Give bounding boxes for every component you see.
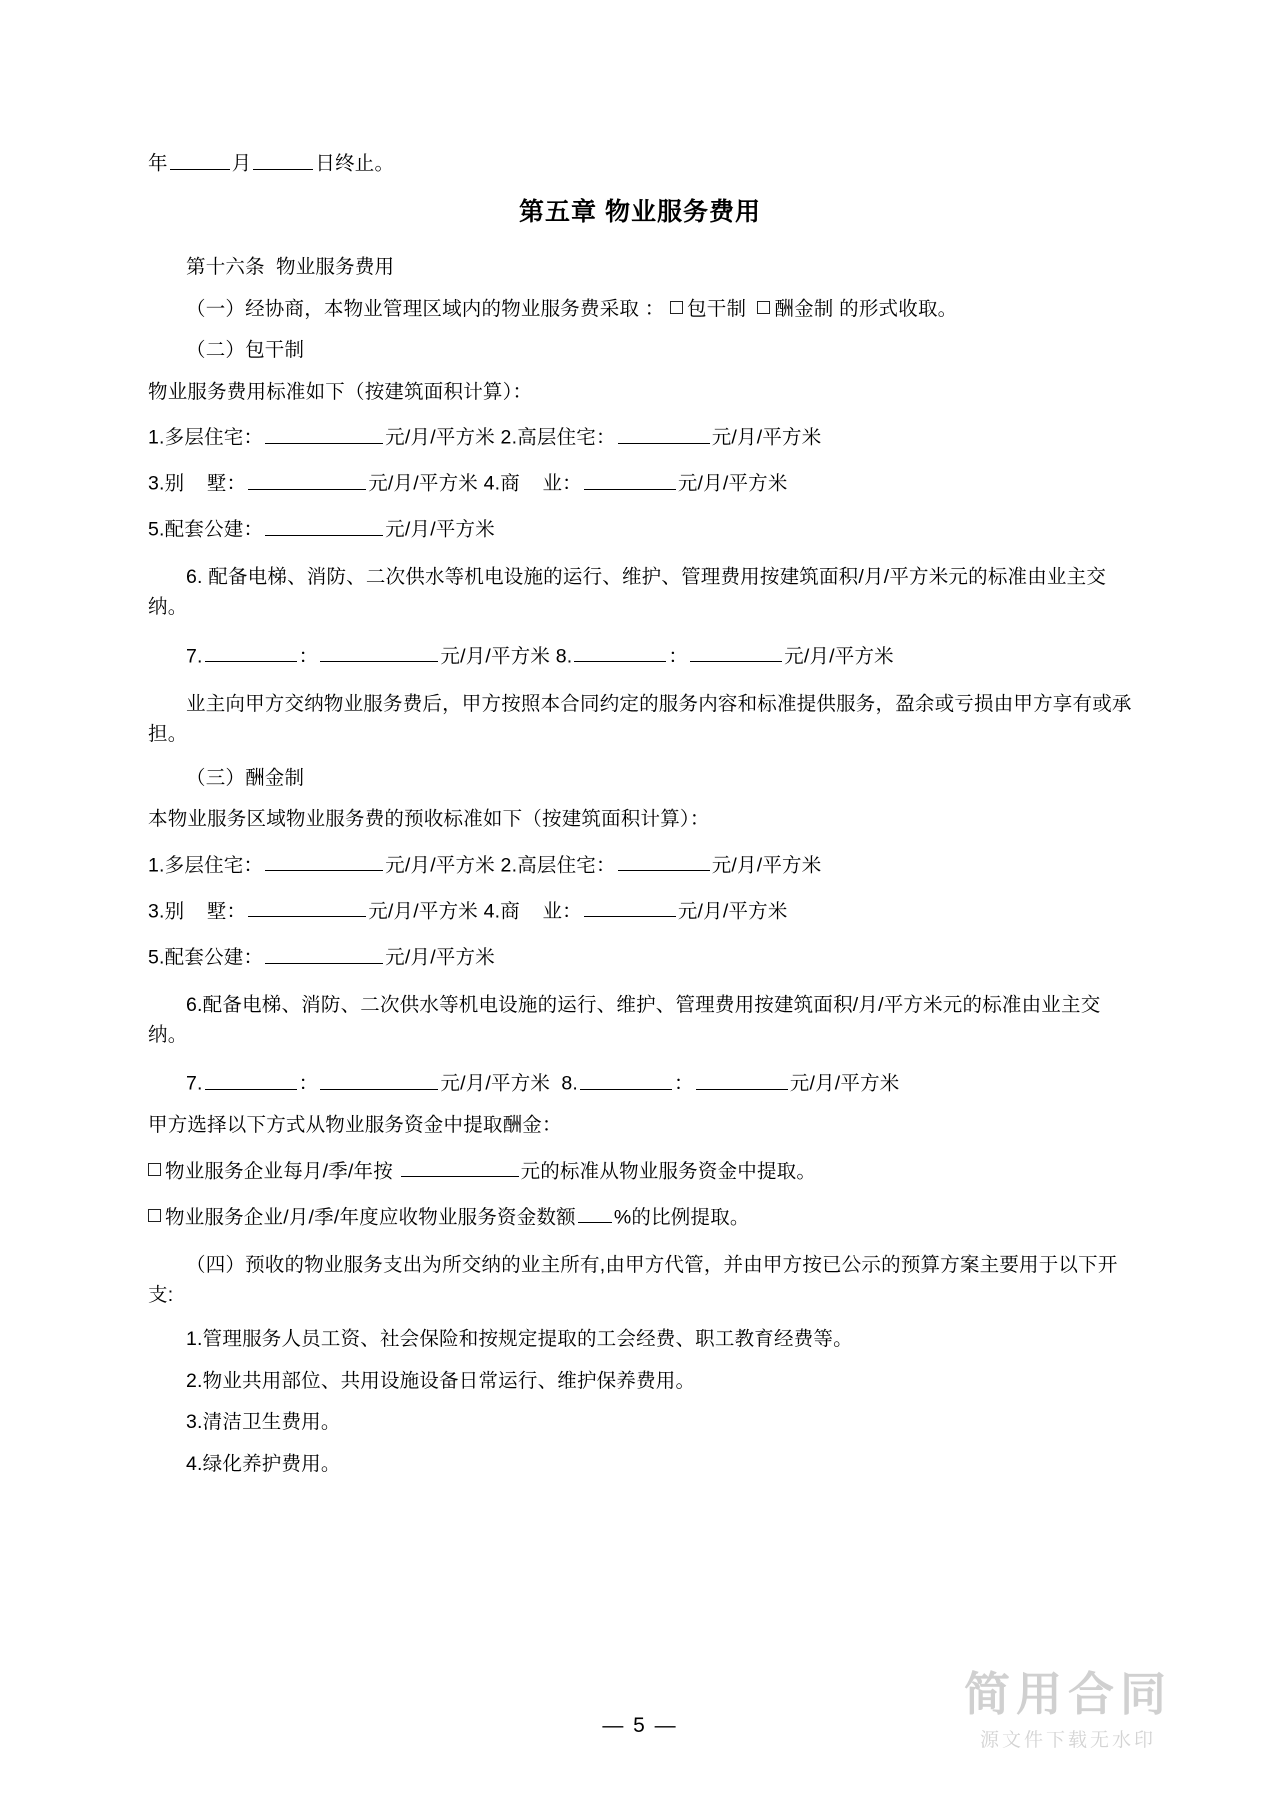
chapter-title: 第五章 物业服务费用 [519, 198, 761, 227]
choujin-item8-value-blank[interactable] [696, 1070, 788, 1090]
checkbox-choujin[interactable] [757, 301, 770, 314]
expense-item-3: 3.清洁卫生费用。 [186, 1411, 341, 1434]
choujin-option-2-post: %的比例提取。 [613, 1206, 750, 1229]
expense-item-2: 2.物业共用部位、共用设施设备日常运行、维护保养费用。 [186, 1369, 696, 1392]
item7-name-blank[interactable] [205, 643, 297, 663]
choujin-item4-unit: 元/月/平方米 [677, 900, 788, 923]
item8-unit: 元/月/平方米 [784, 645, 894, 668]
choujin-item7-unit: 元/月/平方米 [440, 1072, 551, 1095]
choujin-option-1 [148, 1158, 1132, 1182]
checkbox-choujin-option-1[interactable] [148, 1163, 161, 1176]
item2-blank[interactable] [618, 424, 710, 444]
baogan-item-3-4 [148, 470, 1132, 494]
item7-prefix: 7. [186, 645, 203, 668]
item8-value-blank[interactable] [690, 643, 782, 663]
clause-one-option-2: 酬金制 [774, 297, 834, 320]
item3-label: 3.别 墅： [148, 472, 247, 495]
choujin-item7-value-blank[interactable] [320, 1070, 438, 1090]
checkbox-baogan[interactable] [670, 301, 683, 314]
choujin-item3-unit: 元/月/平方米 [368, 900, 478, 923]
checkbox-choujin-option-2[interactable] [148, 1209, 161, 1222]
choujin-item7-name-blank[interactable] [205, 1070, 297, 1090]
choujin-item3-label: 3.别 墅： [148, 900, 247, 923]
choujin-item8-colon: ： [674, 1072, 694, 1095]
choujin-option-2-blank[interactable] [578, 1204, 612, 1224]
clause-one-prefix: （一）经协商，本物业管理区域内的物业服务费采取 ： [186, 297, 665, 320]
item4-blank[interactable] [584, 470, 676, 490]
choujin-select-intro: 甲方选择以下方式从物业服务资金中提取酬金： [148, 1114, 562, 1137]
baogan-item-1-2 [148, 424, 1132, 448]
choujin-item1-label: 1.多层住宅： [148, 854, 264, 877]
choujin-item4-label: 4.商 业： [483, 900, 582, 923]
choujin-item5-blank[interactable] [265, 944, 383, 964]
choujin-item1-unit: 元/月/平方米 [385, 854, 495, 877]
item8-prefix: 8. [555, 645, 573, 668]
choujin-item4-blank[interactable] [584, 898, 676, 918]
item1-label: 1.多层住宅： [148, 426, 264, 449]
expense-item-1: 1.管理服务人员工资、社会保险和按规定提取的工会经费、职工教育经费等。 [186, 1328, 853, 1351]
clause-one-suffix: 的形式收取。 [839, 297, 958, 320]
baogan-standard-intro: 物业服务费用标准如下（按建筑面积计算）： [148, 380, 533, 403]
choujin-option-1-blank[interactable] [401, 1158, 519, 1178]
choujin-option-2-pre: 物业服务企业/月/季/年度应收物业服务资金数额 [165, 1206, 576, 1229]
choujin-option-1-pre: 物业服务企业每月/季/年按 [165, 1160, 393, 1183]
choujin-item-3-4 [148, 898, 1132, 922]
top-line-mid2: 日终止。 [315, 152, 395, 175]
top-line-prefix: 年 [148, 152, 168, 175]
choujin-item1-blank[interactable] [265, 852, 383, 872]
item5-blank[interactable] [265, 516, 383, 536]
clause-two: （二）包干制 [186, 339, 305, 362]
item2-unit: 元/月/平方米 [711, 426, 822, 449]
continuation-line [148, 150, 1132, 174]
clause-one-option-1: 包干制 [687, 297, 747, 320]
choujin-item-7-8 [148, 1070, 1132, 1094]
choujin-item2-label: 2.高层住宅： [500, 854, 616, 877]
baogan-item-7-8 [148, 643, 1132, 667]
item2-label: 2.高层住宅： [500, 426, 616, 449]
clause-one [148, 297, 1132, 320]
item1-unit: 元/月/平方米 [385, 426, 495, 449]
choujin-item-6: 6.配备电梯、消防、二次供水等机电设施的运行、维护、管理费用按建筑面积/月/平方米元的标准由业主交纳。 [148, 994, 1101, 1047]
expense-item-4: 4.绿化养护费用。 [186, 1452, 341, 1475]
watermark-sub: 源文件下载无水印 [979, 1730, 1156, 1751]
item7-unit: 元/月/平方米 [440, 645, 551, 668]
choujin-item8-unit: 元/月/平方米 [789, 1072, 900, 1095]
clause-three: （三）酬金制 [186, 766, 305, 789]
choujin-option-1-post: 元的标准从物业服务资金中提取。 [520, 1160, 817, 1183]
item3-unit: 元/月/平方米 [368, 472, 478, 495]
baogan-note: 业主向甲方交纳物业服务费后，甲方按照本合同约定的服务内容和标准提供服务，盈余或亏损由甲方享有或承担。 [148, 692, 1132, 745]
item8-name-blank[interactable] [574, 643, 666, 663]
choujin-item8-prefix: 8. [561, 1072, 579, 1095]
choujin-item5-label: 5.配套公建： [148, 946, 264, 969]
item3-blank[interactable] [248, 470, 366, 490]
choujin-item7-prefix: 7. [186, 1072, 203, 1095]
item8-colon: ： [668, 645, 689, 668]
watermark [964, 1668, 1172, 1752]
choujin-item8-name-blank[interactable] [580, 1070, 672, 1090]
baogan-item-5 [148, 516, 1132, 540]
top-line-mid1: 月 [231, 152, 252, 175]
item5-label: 5.配套公建： [148, 518, 264, 541]
choujin-item2-unit: 元/月/平方米 [711, 854, 822, 877]
item7-value-blank[interactable] [320, 643, 438, 663]
choujin-item7-colon: ： [298, 1072, 319, 1095]
item7-colon: ： [298, 645, 319, 668]
clause-four: （四）预收的物业服务支出为所交纳的业主所有,由甲方代管，并由甲方按已公示的预算方案主要用于以下开支: [148, 1253, 1118, 1307]
choujin-item3-blank[interactable] [248, 898, 366, 918]
choujin-item-5 [148, 944, 1132, 968]
article-title: 第十六条 物业服务费用 [186, 256, 395, 279]
baogan-item-6: 6. 配备电梯、消防、二次供水等机电设施的运行、维护、管理费用按建筑面积/月/平方米元的标准由业主交纳。 [148, 566, 1107, 619]
date-blank-month [170, 150, 230, 170]
item4-label: 4.商 业： [483, 472, 582, 495]
choujin-item5-unit: 元/月/平方米 [385, 946, 495, 969]
item4-unit: 元/月/平方米 [677, 472, 788, 495]
item1-blank[interactable] [265, 424, 383, 444]
item5-unit: 元/月/平方米 [385, 518, 495, 541]
date-blank-day [253, 150, 313, 170]
choujin-item2-blank[interactable] [618, 852, 710, 872]
page-number: — 5 — [602, 1714, 678, 1737]
choujin-standard-intro: 本物业服务区域物业服务费的预收标准如下（按建筑面积计算）： [148, 808, 710, 831]
choujin-option-2 [148, 1204, 1132, 1228]
choujin-item-1-2 [148, 852, 1132, 876]
watermark-main: 简用合同 [964, 1668, 1172, 1721]
